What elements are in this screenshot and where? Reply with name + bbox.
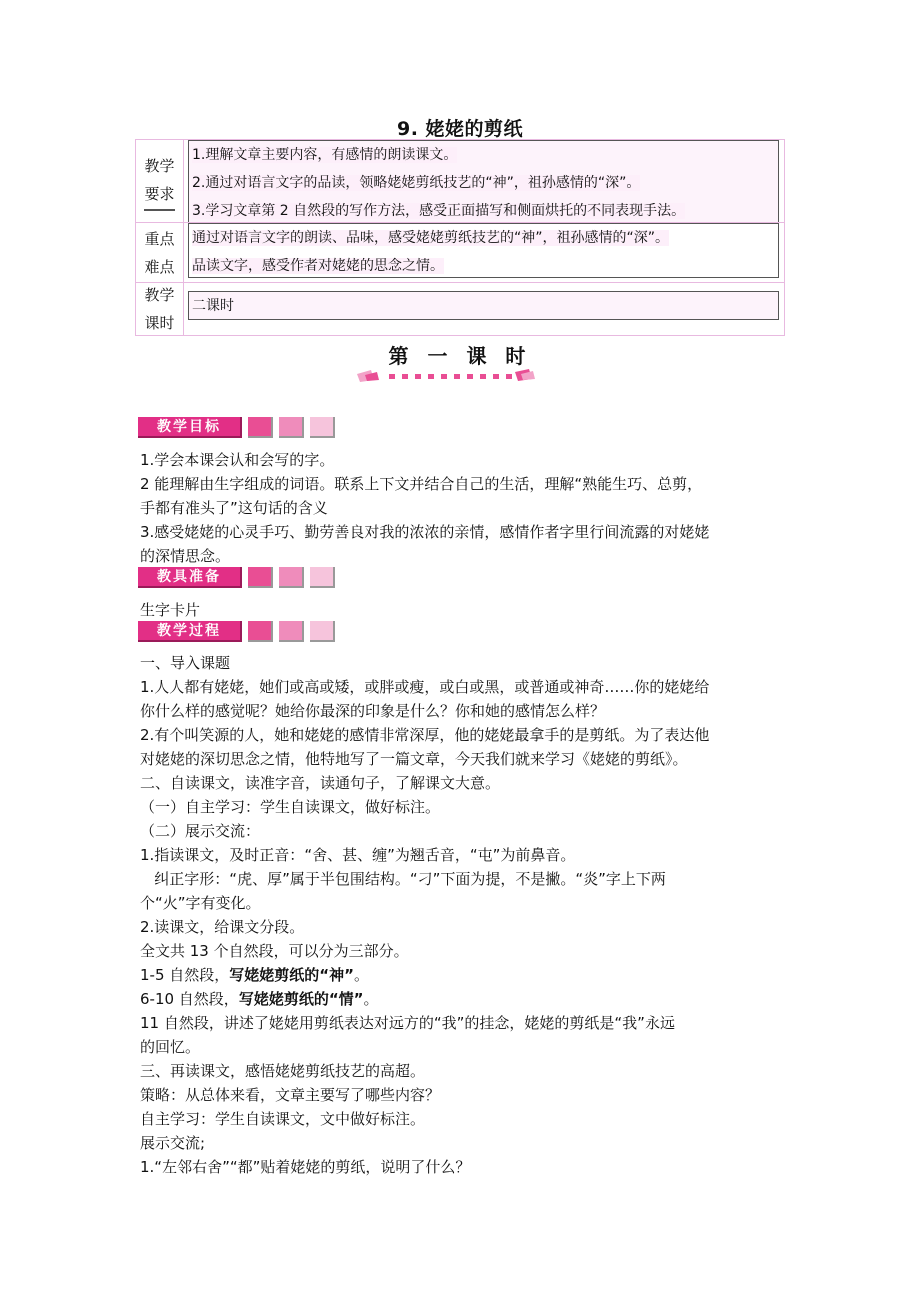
objectives-list <box>140 448 782 568</box>
hours-label-line-2: 课时 <box>144 314 175 332</box>
objective-line: 2 能理解由生字组成的词语。联系上下文并结合自己的生活，理解“熟能生巧、总剪， <box>140 475 703 493</box>
process-line: 纠正字形：“虎、厚”属于半包围结构。“刁”下面为提，不是撇。“炎”字上下两 <box>140 870 666 888</box>
decorative-dotted-divider <box>355 368 535 382</box>
key-points-content <box>188 223 779 278</box>
key-point-item: 通过对语言文字的朗读、品味，感受姥姥剪纸技艺的“神”，祖孙感情的“深”。 <box>192 230 670 246</box>
class-hours-row <box>135 282 785 336</box>
punctuation: 。 <box>363 990 379 1008</box>
goals-row <box>135 139 785 223</box>
badge-square-decoration <box>310 567 335 588</box>
process-line <box>140 987 782 1011</box>
process-section-header <box>138 620 335 642</box>
process-line: 2.读课文，给课文分段。 <box>140 918 305 936</box>
process-line: 三、再读课文，感悟姥姥剪纸技艺的高超。 <box>140 1062 426 1080</box>
goal-item: 1.理解文章主要内容，有感情的朗读课文。 <box>192 147 458 163</box>
goals-label-line-2: 要求 <box>144 180 174 211</box>
class-hours-value: 二课时 <box>192 298 234 314</box>
materials-line: 生字卡片 <box>140 601 201 619</box>
goals-label-line-1: 教学 <box>144 156 175 175</box>
section-summary-bold: 写姥姥剪纸的“情” <box>238 990 364 1008</box>
section-range: 1-5 自然段， <box>140 966 230 984</box>
badge-square-decoration <box>248 621 273 642</box>
process-line: 的回忆。 <box>140 1038 201 1056</box>
process-line: 1.指读课文，及时正音：“舍、甚、缠”为翘舌音，“屯”为前鼻音。 <box>140 846 576 864</box>
goal-item: 2.通过对语言文字的品读，领略姥姥剪纸技艺的“神”，祖孙感情的“深”。 <box>192 175 641 191</box>
class-hours-label <box>136 283 184 335</box>
process-line: 对姥姥的深切思念之情，他特地写了一篇文章，今天我们就来学习《姥姥的剪纸》。 <box>140 750 688 768</box>
materials-section-header <box>138 566 335 588</box>
process-line: 2.有个叫笑源的人，她和姥姥的感情非常深厚，他的姥姥最拿手的是剪纸。为了表达他 <box>140 726 710 744</box>
process-line: 11 自然段，讲述了姥姥用剪纸表达对远方的“我”的挂念，姥姥的剪纸是“我”永远 <box>140 1014 675 1032</box>
key-label-line-2: 难点 <box>144 257 175 276</box>
key-point-item: 品读文字，感受作者对姥姥的思念之情。 <box>192 258 444 274</box>
badge-square-decoration <box>279 621 304 642</box>
process-line: 自主学习：学生自读课文，文中做好标注。 <box>140 1110 426 1128</box>
goal-item: 3.学习文章第 2 自然段的写作方法，感受正面描写和侧面烘托的不同表现手法。 <box>192 203 686 219</box>
goals-label <box>136 140 184 222</box>
process-line: 二、自读课文，读准字音，读通句子，了解课文大意。 <box>140 774 501 792</box>
process-line: （一）自主学习：学生自读课文，做好标注。 <box>140 798 441 816</box>
lesson-heading: 第 一 课 时 <box>388 344 532 368</box>
process-line: 一、导入课题 <box>140 654 231 672</box>
lesson-info-table <box>135 139 785 336</box>
hours-label-line-1: 教学 <box>144 286 175 304</box>
materials-badge: 教具准备 <box>138 567 242 588</box>
badge-square-decoration <box>310 417 335 438</box>
badge-square-decoration <box>248 567 273 588</box>
objectives-badge: 教学目标 <box>138 417 242 438</box>
process-badge: 教学过程 <box>138 621 242 642</box>
process-body <box>140 651 782 1179</box>
badge-square-decoration <box>279 417 304 438</box>
page-title: 9. 姥姥的剪纸 <box>396 118 524 140</box>
process-line: 全文共 13 个自然段，可以分为三部分。 <box>140 942 409 960</box>
objective-line: 1.学会本课会认和会写的字。 <box>140 451 335 469</box>
section-summary-bold: 写姥姥剪纸的“神” <box>229 966 354 984</box>
materials-text <box>140 598 782 622</box>
process-line: 个“火”字有变化。 <box>140 894 261 912</box>
punctuation: 。 <box>354 966 370 984</box>
process-line: 策略：从总体来看，文章主要写了哪些内容？ <box>140 1086 441 1104</box>
badge-square-decoration <box>279 567 304 588</box>
key-points-row <box>135 222 785 283</box>
badge-square-decoration <box>248 417 273 438</box>
key-points-label <box>136 223 184 282</box>
objectives-section-header <box>138 416 335 438</box>
key-label-line-1: 重点 <box>144 229 175 248</box>
objective-line: 的深情思念。 <box>140 547 231 565</box>
objective-line: 3.感受姥姥的心灵手巧、勤劳善良对我的浓浓的亲情，感情作者字里行间流露的对姥姥 <box>140 523 710 541</box>
process-line: （二）展示交流： <box>140 822 261 840</box>
badge-square-decoration <box>310 621 335 642</box>
goals-content <box>188 140 779 223</box>
objective-line: 手都有准头了”这句话的含义 <box>140 499 328 517</box>
process-line: 展示交流; <box>140 1134 206 1152</box>
process-line: 1.人人都有姥姥，她们或高或矮，或胖或瘦，或白或黑，或普通或神奇……你的姥姥给 <box>140 678 710 696</box>
process-line: 你什么样的感觉呢？她给你最深的印象是什么？你和她的感情怎么样？ <box>140 702 606 720</box>
process-line: 1.“左邻右舍”“都”贴着姥姥的剪纸，说明了什么？ <box>140 1158 471 1176</box>
class-hours-content <box>188 291 779 320</box>
process-line <box>140 963 782 987</box>
section-range: 6-10 自然段， <box>140 990 239 1008</box>
